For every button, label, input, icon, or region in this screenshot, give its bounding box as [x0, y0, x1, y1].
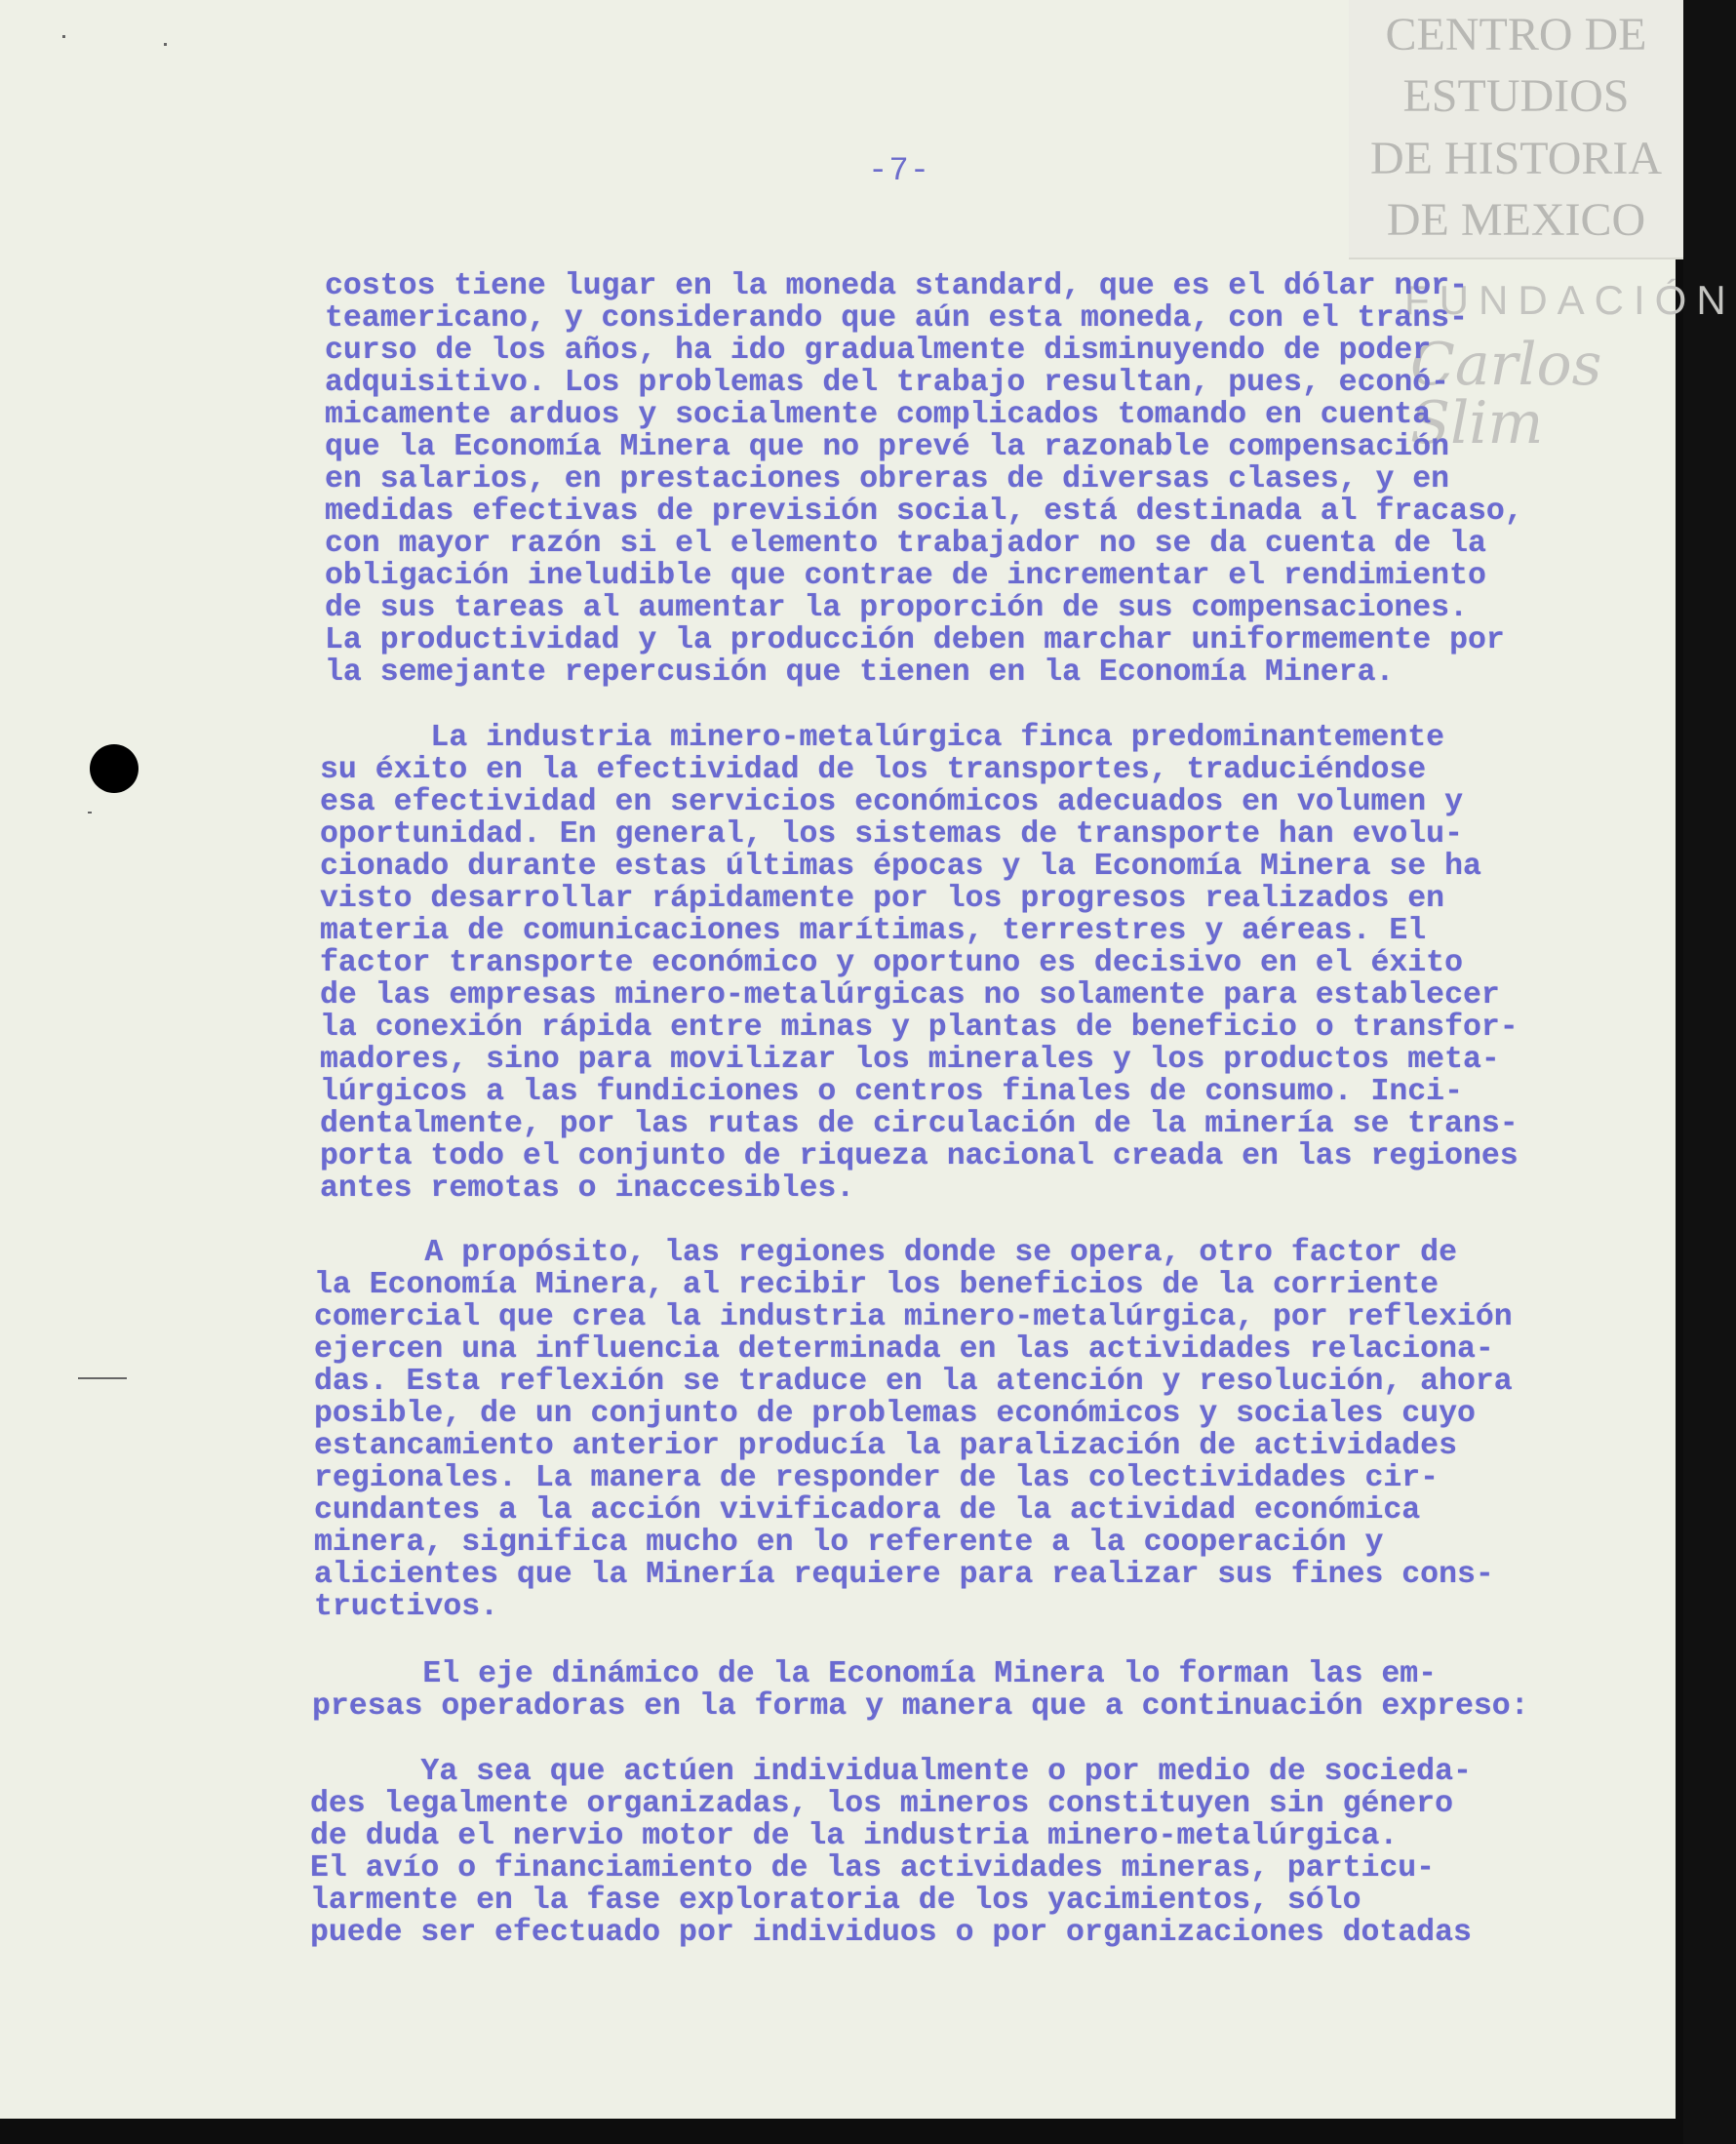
text-line: presas operadoras en la forma y manera que a continuación expreso: — [312, 1689, 1529, 1724]
text-line: medidas efectivas de previsión social, está destinada al fracaso, — [325, 495, 1523, 529]
text-line: puede ser efectuado por individuos o por organizaciones dotadas — [310, 1916, 1472, 1950]
text-line: El eje dinámico de la Economía Minera lo forman las em- — [312, 1657, 1438, 1691]
archive-stamp — [1349, 0, 1683, 259]
text-line: das. Esta reflexión se traduce en la atención y resolución, ahora — [314, 1365, 1513, 1399]
text-line: tructivos. — [314, 1590, 499, 1624]
text-line: alicientes que la Minería requiere para realizar sus fines cons- — [314, 1558, 1494, 1592]
text-line: la Economía Minera, al recibir los beneficios de la corriente — [314, 1268, 1440, 1302]
text-line: regionales. La manera de responder de las colectividades cir- — [314, 1461, 1440, 1495]
text-line: esa efectividad en servicios económicos adecuados en volumen y — [320, 785, 1463, 819]
text-line: des legalmente organizadas, los mineros constituyen sin género — [310, 1787, 1453, 1821]
text-line: porta todo el conjunto de riqueza nacional creada en las regiones — [320, 1139, 1519, 1173]
text-line: la conexión rápida entre minas y plantas de beneficio o transfor- — [320, 1011, 1519, 1045]
text-line: oportunidad. En general, los sistemas de transporte han evolu- — [320, 817, 1463, 852]
text-line: micamente arduos y socialmente complicados tomando en cuenta — [325, 398, 1432, 432]
text-line: minera, significa mucho en lo referente a la cooperación y — [314, 1526, 1384, 1560]
stamp-fundacion: FUNDACIÓN — [1404, 277, 1736, 323]
text-line: la semejante repercusión que tienen en la Economía Minera. — [325, 655, 1395, 690]
text-line: visto desarrollar rápidamente por los progresos realizados en — [320, 882, 1445, 916]
stamp-line: CENTRO DE — [1385, 9, 1647, 60]
text-line: su éxito en la efectividad de los transportes, traduciéndose — [320, 753, 1427, 787]
scan-speck — [78, 1377, 127, 1379]
text-line: teamericano, y considerando que aún esta moneda, con el trans- — [325, 301, 1468, 336]
text-line: larmente en la fase exploratoria de los yacimientos, sólo — [310, 1884, 1361, 1918]
text-line: materia de comunicaciones marítimas, terrestres y aéreas. El — [320, 914, 1427, 948]
text-line: en salarios, en prestaciones obreras de diversas clases, y en — [325, 462, 1450, 496]
page-number: -7- — [868, 153, 931, 190]
text-line: obligación ineludible que contrae de incrementar el rendimiento — [325, 559, 1486, 593]
stamp-line: ESTUDIOS — [1402, 70, 1630, 122]
scan-speck — [88, 812, 92, 814]
text-line: Ya sea que actúen individualmente o por medio de socieda- — [310, 1755, 1472, 1789]
text-line: La productividad y la producción deben marchar uniformemente por — [325, 623, 1505, 657]
text-line: estancamiento anterior producía la paralización de actividades — [314, 1429, 1457, 1463]
text-line: El avío o financiamiento de las actividades mineras, particu- — [310, 1851, 1436, 1886]
scan-speck — [164, 43, 167, 46]
text-line: madores, sino para movilizar los minerales y los productos meta- — [320, 1043, 1500, 1077]
punch-hole — [90, 744, 138, 793]
scan-speck — [62, 35, 65, 38]
stamp-line: DE HISTORIA — [1369, 133, 1663, 184]
text-line: antes remotas o inaccesibles. — [320, 1171, 855, 1206]
text-line: dentalmente, por las rutas de circulación de la minería se trans- — [320, 1107, 1519, 1141]
text-line: A propósito, las regiones donde se opera, otro factor de — [314, 1236, 1457, 1270]
text-line: cundantes a la acción vivificadora de la actividad económica — [314, 1493, 1421, 1528]
text-line: que la Economía Minera que no prevé la razonable compensación — [325, 430, 1450, 464]
text-line: La industria minero-metalúrgica finca predominantemente — [320, 721, 1445, 755]
stamp-signature: Carlos Slim — [1410, 331, 1602, 457]
text-line: lúrgicos a las fundiciones o centros finales de consumo. Inci- — [320, 1075, 1463, 1109]
scan-border-bottom — [0, 2119, 1683, 2144]
text-line: de duda el nervio motor de la industria minero-metalúrgica. — [310, 1819, 1399, 1853]
text-line: cionado durante estas últimas épocas y la Economía Minera se ha — [320, 850, 1481, 884]
text-line: de sus tareas al aumentar la proporción de sus compensaciones. — [325, 591, 1468, 625]
text-line: con mayor razón si el elemento trabajador no se da cuenta de la — [325, 527, 1486, 561]
text-line: factor transporte económico y oportuno es decisivo en el éxito — [320, 946, 1463, 980]
text-line: ejercen una influencia determinada en las actividades relaciona- — [314, 1332, 1494, 1367]
text-line: posible, de un conjunto de problemas económicos y sociales cuyo — [314, 1397, 1476, 1431]
text-line: de las empresas minero-metalúrgicas no solamente para establecer — [320, 978, 1500, 1012]
text-line: adquisitivo. Los problemas del trabajo resultan, pues, econó- — [325, 366, 1450, 400]
text-line: curso de los años, ha ido gradualmente disminuyendo de poder — [325, 334, 1432, 368]
text-line: costos tiene lugar en la moneda standard, que es el dólar nor- — [325, 269, 1468, 303]
stamp-line: DE MEXICO — [1386, 194, 1646, 246]
text-line: comercial que crea la industria minero-metalúrgica, por reflexión — [314, 1300, 1513, 1334]
